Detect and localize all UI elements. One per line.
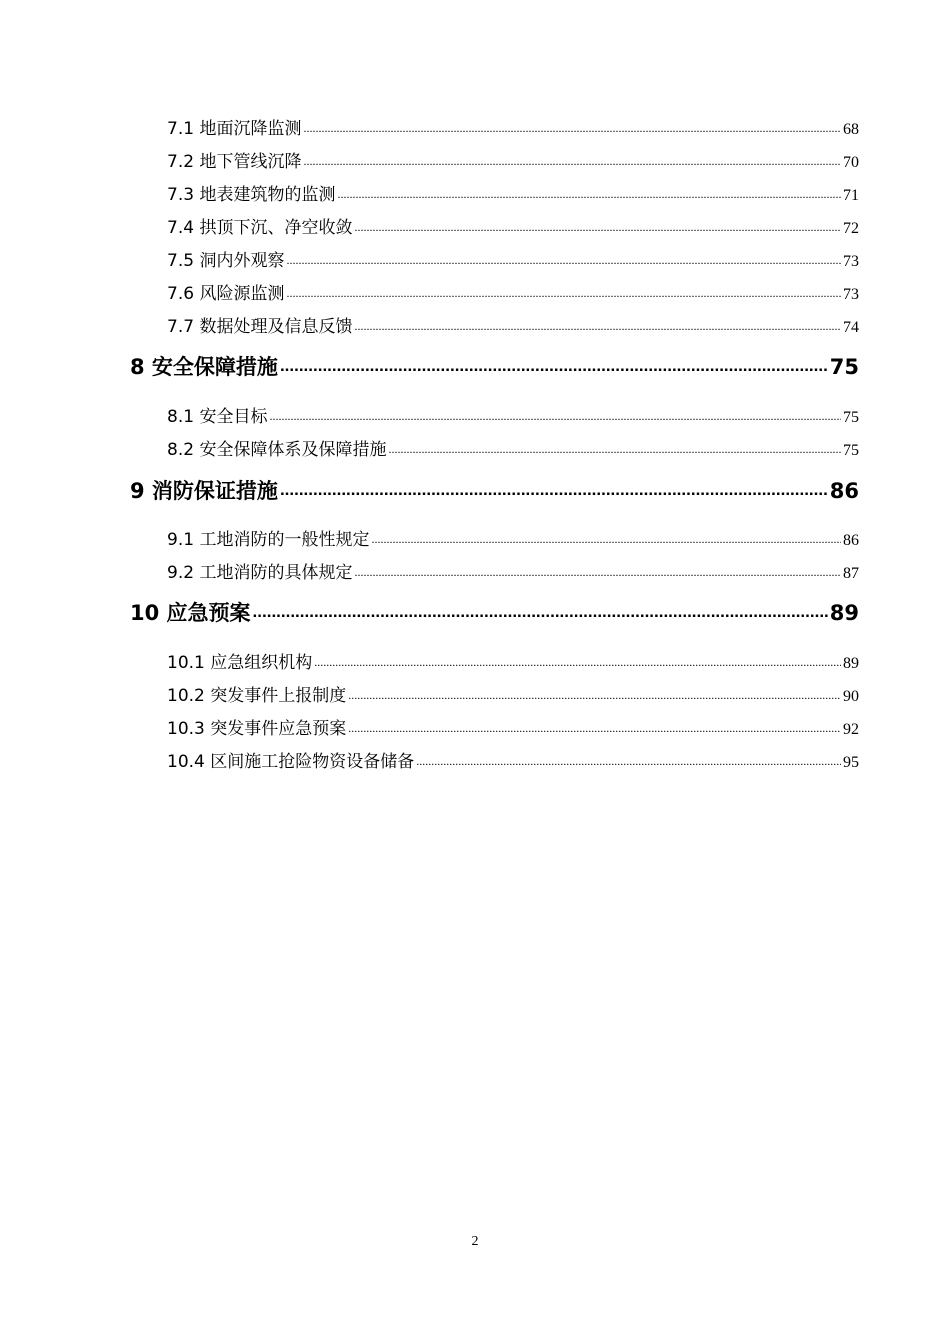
toc-entry-label: 7.3 地表建筑物的监测 xyxy=(167,185,336,205)
toc-chapter-label: 9 消防保证措施 xyxy=(130,479,278,503)
toc-entry-label: 10.4 区间施工抢险物资设备储备 xyxy=(167,752,415,772)
toc-entry-label: 8.2 安全保障体系及保障措施 xyxy=(167,440,387,460)
toc-entry-label: 7.4 拱顶下沉、净空收敛 xyxy=(167,218,353,238)
toc-chapter-page: 89 xyxy=(829,601,859,625)
toc-entry-7-7[interactable] xyxy=(167,312,859,337)
toc-entry-label: 7.5 洞内外观察 xyxy=(167,251,285,271)
toc-dot-leader xyxy=(280,477,828,498)
toc-entry-page: 73 xyxy=(843,253,859,270)
toc-entry-page: 75 xyxy=(843,442,859,459)
toc-dot-leader xyxy=(337,183,841,200)
toc-entry-8-2[interactable] xyxy=(167,435,859,460)
toc-chapter-8[interactable] xyxy=(130,351,859,381)
toc-entry-label: 7.6 风险源监测 xyxy=(167,284,285,304)
toc-dot-leader xyxy=(314,651,841,668)
toc-dot-leader xyxy=(388,438,841,455)
toc-entry-page: 75 xyxy=(843,409,859,426)
toc-dot-leader xyxy=(253,599,828,620)
toc-entry-10-3[interactable] xyxy=(167,714,859,739)
toc-entry-page: 72 xyxy=(843,220,859,237)
toc-entry-label: 8.1 安全目标 xyxy=(167,407,268,427)
toc-entry-8-1[interactable] xyxy=(167,402,859,427)
toc-entry-page: 90 xyxy=(843,688,859,705)
toc-entry-7-3[interactable] xyxy=(167,180,859,205)
toc-entry-page: 68 xyxy=(843,121,859,138)
toc-dot-leader xyxy=(348,684,841,701)
toc-entry-7-2[interactable] xyxy=(167,147,859,172)
toc-entry-page: 92 xyxy=(843,721,859,738)
toc-chapter-9[interactable] xyxy=(130,475,859,505)
toc-entry-page: 71 xyxy=(843,187,859,204)
toc-chapter-label: 8 安全保障措施 xyxy=(130,355,278,379)
toc-entry-page: 73 xyxy=(843,286,859,303)
toc-entry-10-2[interactable] xyxy=(167,681,859,706)
toc-entry-page: 95 xyxy=(843,754,859,771)
toc-entry-label: 9.2 工地消防的具体规定 xyxy=(167,563,353,583)
toc-entry-10-4[interactable] xyxy=(167,747,859,772)
toc-dot-leader xyxy=(286,249,841,266)
toc-dot-leader xyxy=(286,282,841,299)
toc-dot-leader xyxy=(416,750,841,767)
toc-dot-leader xyxy=(354,216,841,233)
toc-entry-label: 7.2 地下管线沉降 xyxy=(167,152,302,172)
toc-entry-7-1[interactable] xyxy=(167,114,859,139)
toc-entry-label: 7.1 地面沉降监测 xyxy=(167,119,302,139)
toc-chapter-page: 86 xyxy=(829,479,859,503)
toc-entry-9-2[interactable] xyxy=(167,558,859,583)
page-number: 2 xyxy=(471,1234,479,1249)
toc-dot-leader xyxy=(354,561,841,578)
toc-chapter-page: 75 xyxy=(829,355,859,379)
toc-chapter-label: 10 应急预案 xyxy=(130,601,251,625)
toc-dot-leader xyxy=(348,717,841,734)
toc-dot-leader xyxy=(303,150,841,167)
toc-chapter-10[interactable] xyxy=(130,597,859,627)
toc-entry-label: 7.7 数据处理及信息反馈 xyxy=(167,317,353,337)
toc-dot-leader xyxy=(354,315,841,332)
toc-entry-7-6[interactable] xyxy=(167,279,859,304)
toc-entry-label: 10.3 突发事件应急预案 xyxy=(167,719,347,739)
toc-entry-label: 10.2 突发事件上报制度 xyxy=(167,686,347,706)
toc-entry-10-1[interactable] xyxy=(167,648,859,673)
toc-entry-7-5[interactable] xyxy=(167,246,859,271)
toc-dot-leader xyxy=(303,117,841,134)
toc-entry-7-4[interactable] xyxy=(167,213,859,238)
toc-entry-page: 70 xyxy=(843,154,859,171)
toc-entry-page: 89 xyxy=(843,655,859,672)
toc-entry-label: 9.1 工地消防的一般性规定 xyxy=(167,530,370,550)
toc-entry-page: 74 xyxy=(843,319,859,336)
toc-entry-page: 87 xyxy=(843,565,859,582)
toc-entry-page: 86 xyxy=(843,532,859,549)
toc-dot-leader xyxy=(269,405,841,422)
toc-dot-leader xyxy=(280,353,828,374)
toc-dot-leader xyxy=(371,528,841,545)
toc-entry-label: 10.1 应急组织机构 xyxy=(167,653,313,673)
toc-entry-9-1[interactable] xyxy=(167,525,859,550)
